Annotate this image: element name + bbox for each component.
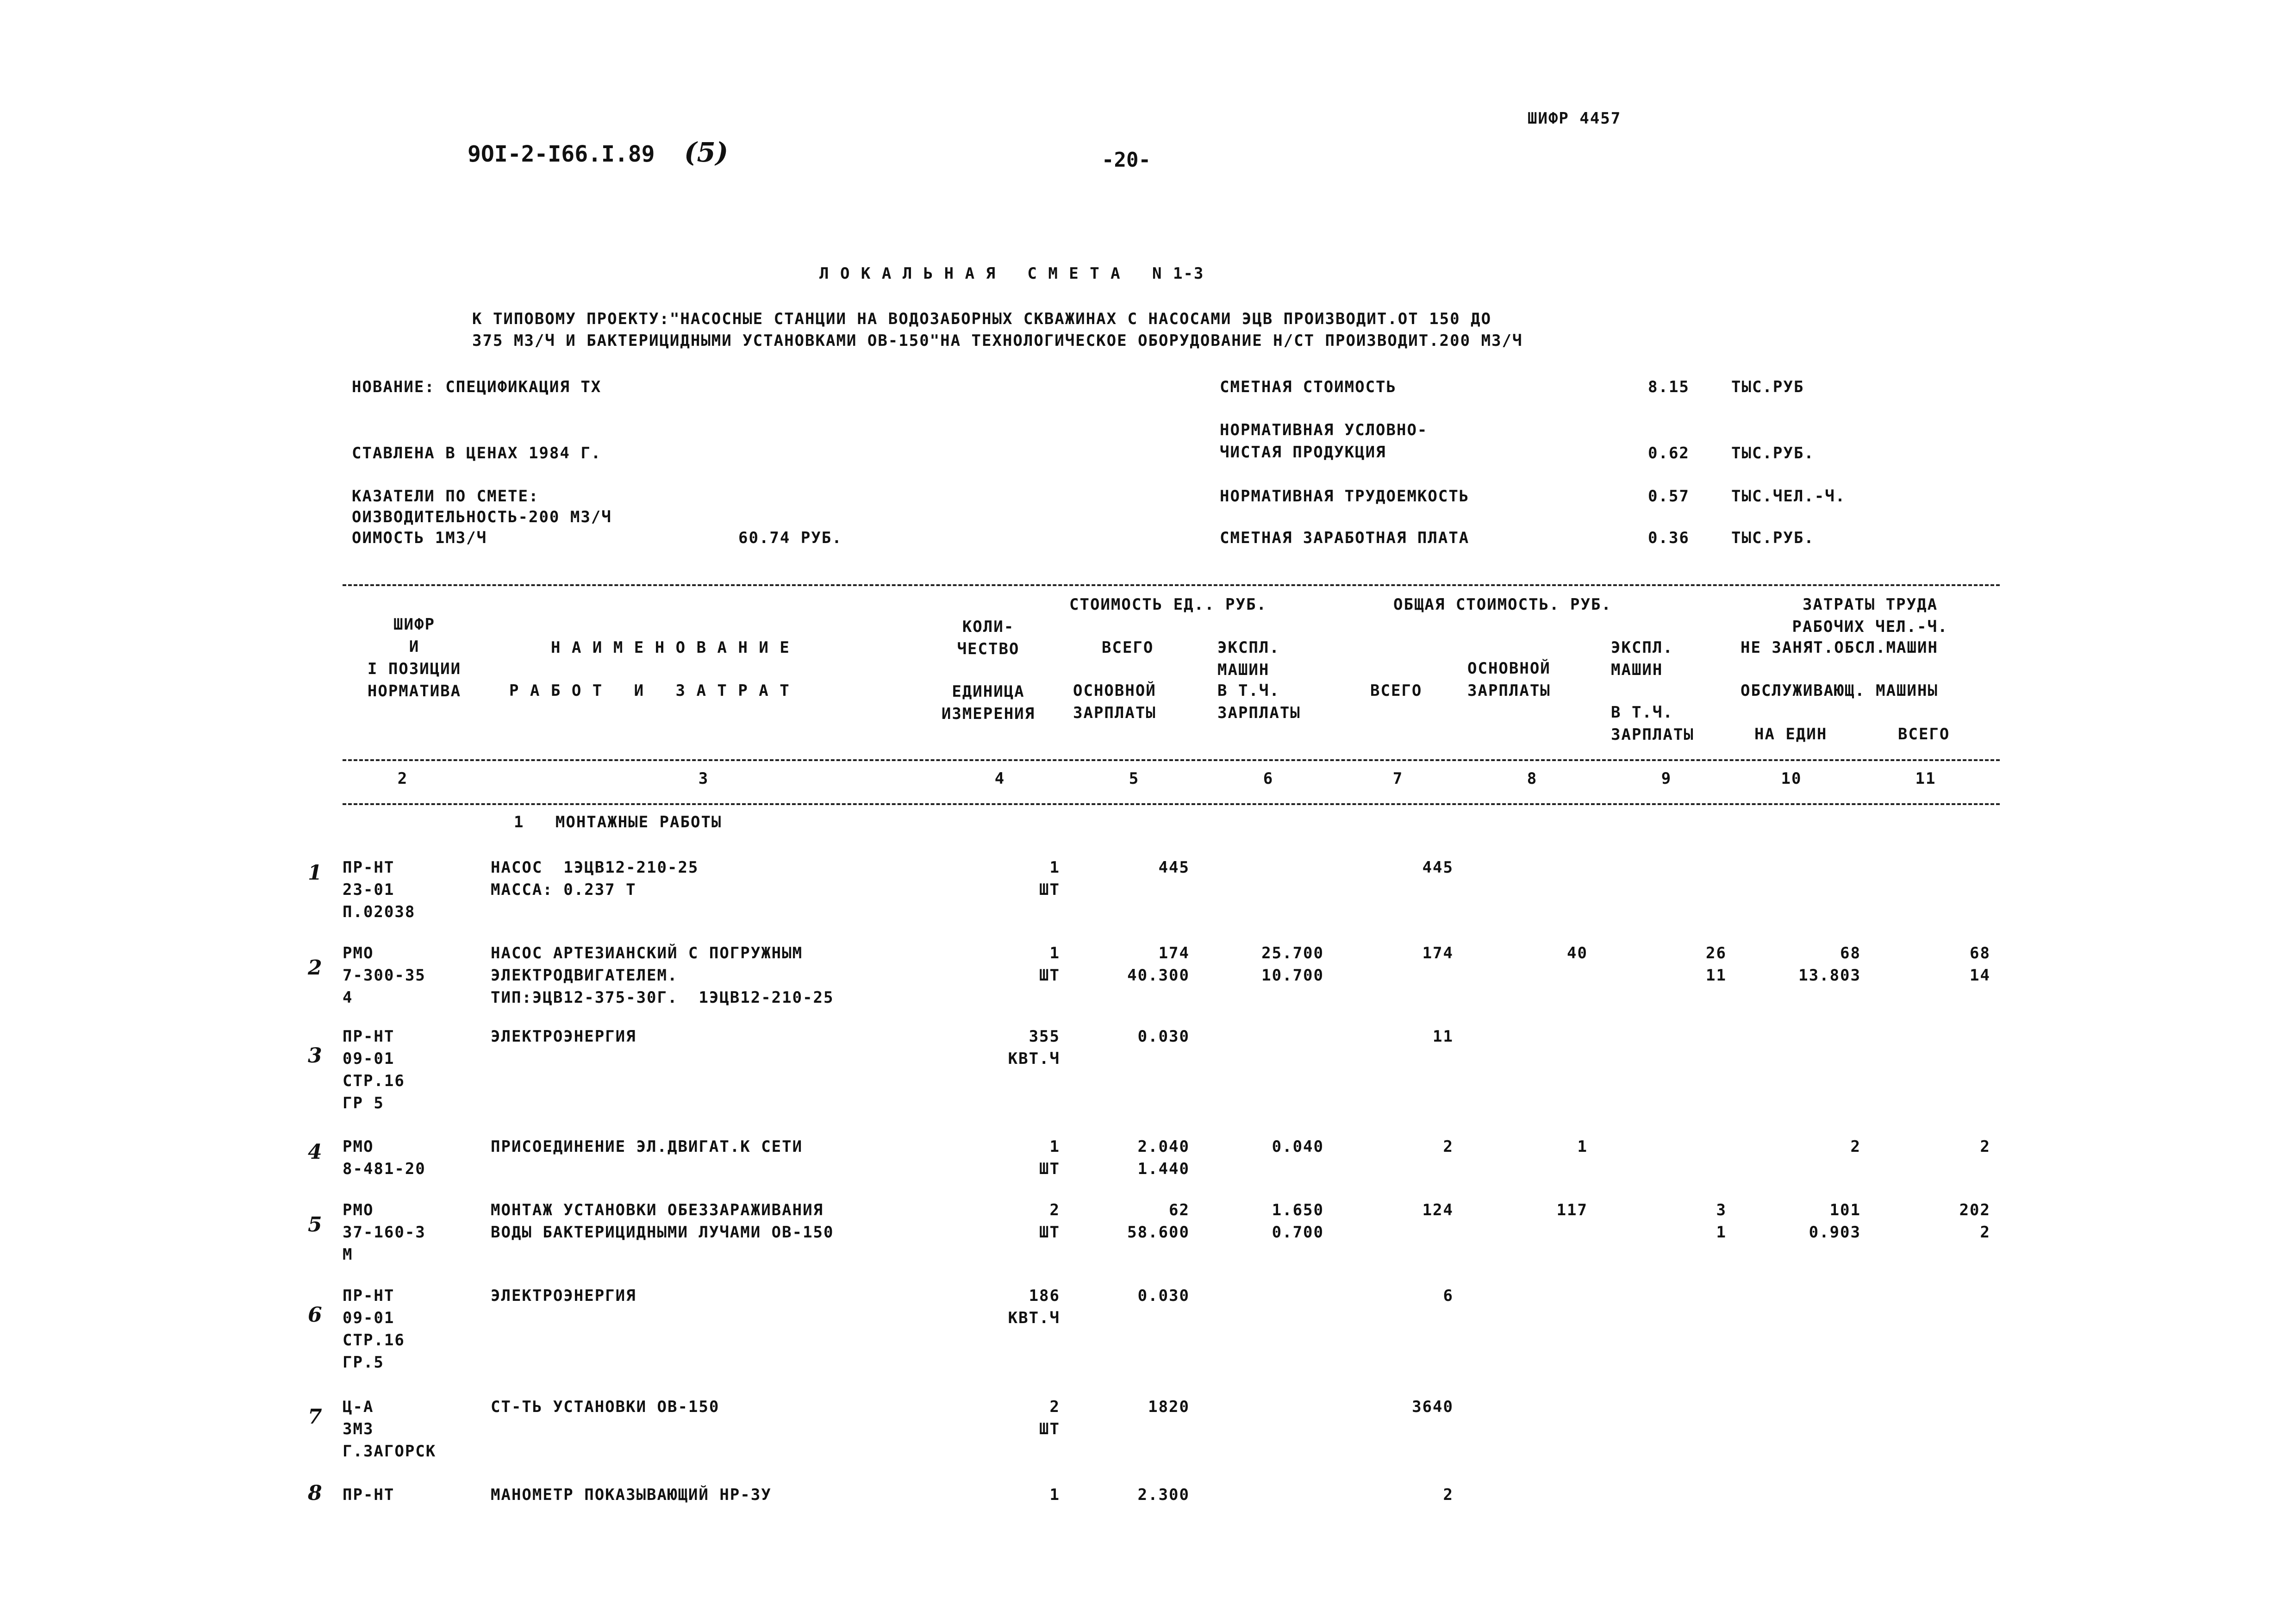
row-name: МОНТАЖ УСТАНОВКИ ОБЕЗЗАРАЖИВАНИЯ ВОДЫ БАКТЕРИЦИДНЫМИ ЛУЧАМИ ОВ-150 [491, 1201, 834, 1242]
unit-cost-value: 60.74 РУБ. [738, 529, 842, 547]
row-mark: 5 [308, 1213, 322, 1237]
table-rule-top [343, 584, 2000, 586]
colnum-4: 4 [994, 769, 1005, 788]
row-col6: 1.650 0.700 [1272, 1201, 1324, 1242]
unit-cost-label: ОИМОСТЬ 1М3/Ч [352, 529, 487, 547]
summary-label-net-product: НОРМАТИВНАЯ УСЛОВНО- ЧИСТАЯ ПРОДУКЦИЯ [1220, 421, 1428, 462]
header-code-col: ШИФР И I ПОЗИЦИИ НОРМАТИВА [367, 615, 462, 700]
document-code: 9OI-2-I66.I.89 [468, 141, 655, 167]
row-col5: 2.040 1.440 [1137, 1137, 1190, 1178]
row-col7: 11 [1433, 1027, 1454, 1046]
row-col5: 62 58.600 [1127, 1201, 1190, 1242]
summary-label-labor: НОРМАТИВНАЯ ТРУДОЕМКОСТЬ [1220, 487, 1470, 506]
project-line-2: 375 М3/Ч И БАКТЕРИЦИДНЫМИ УСТАНОВКАМИ ОВ-150"НА ТЕХНОЛОГИЧЕСКОЕ ОБОРУДОВАНИЕ Н/СТ ПРОИЗВОДИТ.200 М3/Ч [472, 331, 1523, 350]
shifr-code: ШИФР 4457 [1528, 109, 1622, 128]
header-col10-serving: ОБСЛУЖИВАЮЩ. МАШИНЫ [1741, 681, 1938, 700]
summary-value-net-product: 0.62 [1648, 444, 1690, 462]
row-name: ЭЛЕКТРОЭНЕРГИЯ [491, 1287, 636, 1305]
row-code: Ц-А 3М3 Г.ЗАГОРСК [343, 1398, 437, 1461]
row-code: ПР-НТ 23-01 П.02038 [343, 858, 416, 921]
summary-unit-cost: ТЫС.РУБ [1731, 378, 1804, 396]
summary-label-cost: СМЕТНАЯ СТОИМОСТЬ [1220, 378, 1397, 396]
row-col7: 124 [1422, 1201, 1454, 1219]
row-col7: 2 [1443, 1137, 1454, 1156]
table-rule-header-bottom [343, 759, 2000, 761]
row-mark: 4 [308, 1140, 322, 1164]
row-col7: 6 [1443, 1287, 1454, 1305]
row-name: ПРИСОЕДИНЕНИЕ ЭЛ.ДВИГАТ.К СЕТИ [491, 1137, 803, 1156]
row-col7: 445 [1422, 858, 1454, 877]
row-name: НАСОС 1ЭЦВ12-210-25 МАССА: 0.237 Т [491, 858, 699, 899]
header-col8: ОСНОВНОЙ ЗАРПЛАТЫ [1467, 659, 1551, 700]
prices-text: СТАВЛЕНА В ЦЕНАХ 1984 Г. [352, 444, 602, 462]
row-col9: 3 1 [1716, 1201, 1727, 1242]
row-name: СТ-ТЬ УСТАНОВКИ ОВ-150 [491, 1398, 720, 1416]
basis-text: НОВАНИЕ: СПЕЦИФИКАЦИЯ ТХ [352, 378, 602, 396]
row-col8: 40 [1567, 944, 1588, 962]
row-qty: 355 КВТ.Ч [1008, 1027, 1060, 1068]
handwritten-sheet-mark: (5) [684, 137, 729, 168]
row-code: ПР-НТ 09-01 СТР.16 ГР 5 [343, 1027, 405, 1112]
row-col6: 25.700 10.700 [1261, 944, 1324, 985]
row-code: РМО 7-300-35 4 [343, 944, 426, 1007]
row-col5: 2.300 [1137, 1486, 1190, 1504]
project-line-1: К ТИПОВОМУ ПРОЕКТУ:"НАСОСНЫЕ СТАНЦИИ НА ВОДОЗАБОРНЫХ СКВАЖИНАХ С НАСОСАМИ ЭЦВ ПРОИЗВОДИТ.ОТ 150 ДО [472, 310, 1492, 328]
colnum-5: 5 [1129, 769, 1140, 788]
row-qty: 2 ШТ [1039, 1398, 1060, 1438]
row-col7: 3640 [1412, 1398, 1454, 1416]
indicators-label: КАЗАТЕЛИ ПО СМЕТЕ: [352, 487, 539, 506]
header-col9-machines: ЭКСПЛ. МАШИН [1611, 638, 1673, 679]
row-code: ПР-НТ [343, 1486, 395, 1504]
row-col10: 101 0.903 [1809, 1201, 1861, 1242]
header-col5-all: ВСЕГО [1102, 638, 1154, 657]
summary-value-labor: 0.57 [1648, 487, 1690, 506]
colnum-8: 8 [1527, 769, 1538, 788]
colnum-11: 11 [1915, 769, 1936, 788]
row-col10: 68 13.803 [1798, 944, 1861, 985]
row-name: НАСОС АРТЕЗИАНСКИЙ С ПОГРУЖНЫМ ЭЛЕКТРОДВИГАТЕЛЕМ. ТИП:ЭЦВ12-375-30Г. 1ЭЦВ12-210-25 [491, 944, 834, 1007]
row-code: РМО 37-160-3 М [343, 1201, 426, 1264]
row-qty: 1 ШТ [1039, 944, 1060, 985]
summary-unit-net-product: ТЫС.РУБ. [1731, 444, 1815, 462]
summary-label-wages: СМЕТНАЯ ЗАРАБОТНАЯ ПЛАТА [1220, 529, 1470, 547]
colnum-6: 6 [1263, 769, 1274, 788]
header-col10-per-unit: НА ЕДИН [1754, 725, 1828, 743]
summary-unit-labor: ТЫС.ЧЕЛ.-Ч. [1731, 487, 1846, 506]
row-col10: 2 [1850, 1137, 1861, 1156]
header-col6-machines: ЭКСПЛ. МАШИН [1217, 638, 1280, 679]
row-col5: 0.030 [1137, 1287, 1190, 1305]
row-code: РМО 8-481-20 [343, 1137, 426, 1178]
header-col5-wages: ОСНОВНОЙ ЗАРПЛАТЫ [1073, 681, 1156, 722]
summary-unit-wages: ТЫС.РУБ. [1731, 529, 1815, 547]
header-col7: ВСЕГО [1370, 681, 1423, 700]
row-mark: 2 [308, 956, 322, 980]
header-total-cost: ОБЩАЯ СТОИМОСТЬ. РУБ. [1393, 595, 1612, 614]
header-col10-idle: НЕ ЗАНЯТ.ОБСЛ.МАШИН [1741, 638, 1938, 657]
summary-value-wages: 0.36 [1648, 529, 1690, 547]
header-col6-wages: В Т.Ч. ЗАРПЛАТЫ [1217, 681, 1301, 722]
header-col9-wages: В Т.Ч. ЗАРПЛАТЫ [1611, 703, 1694, 744]
row-col11: 202 2 [1959, 1201, 1990, 1242]
colnum-3: 3 [698, 769, 709, 788]
row-mark: 1 [308, 861, 322, 885]
row-col5: 1820 [1148, 1398, 1190, 1416]
colnum-2: 2 [397, 769, 408, 788]
capacity-text: ОИЗВОДИТЕЛЬНОСТЬ-200 М3/Ч [352, 508, 612, 526]
row-col5: 174 40.300 [1127, 944, 1190, 985]
row-qty: 2 ШТ [1039, 1201, 1060, 1242]
row-mark: 3 [308, 1044, 322, 1068]
row-name: ЭЛЕКТРОЭНЕРГИЯ [491, 1027, 636, 1046]
header-labor: ЗАТРАТЫ ТРУДА РАБОЧИХ ЧЕЛ.-Ч. [1792, 595, 1948, 636]
table-rule-colnum-bottom [343, 803, 2000, 805]
row-col5: 445 [1158, 858, 1190, 877]
header-qty: КОЛИ- ЧЕСТВО [957, 618, 1020, 658]
row-col7: 174 [1422, 944, 1454, 962]
header-col11-all: ВСЕГО [1898, 725, 1950, 743]
colnum-7: 7 [1392, 769, 1404, 788]
colnum-9: 9 [1661, 769, 1672, 788]
row-mark: 6 [308, 1303, 322, 1327]
row-col5: 0.030 [1137, 1027, 1190, 1046]
header-unit: ЕДИНИЦА ИЗМЕРЕНИЯ [941, 682, 1036, 723]
header-name-line1: Н А И М Е Н О В А Н И Е [551, 638, 790, 657]
row-mark: 8 [308, 1481, 322, 1505]
row-col7: 2 [1443, 1486, 1454, 1504]
row-name: МАНОМЕТР ПОКАЗЫВАЮЩИЙ НР-3У [491, 1486, 772, 1504]
row-qty: 1 ШТ [1039, 858, 1060, 899]
row-mark: 7 [308, 1405, 322, 1429]
estimate-title: Л О К А Л Ь Н А Я С М Е Т А N 1-3 [819, 264, 1204, 283]
colnum-10: 10 [1781, 769, 1802, 788]
header-name-line2: Р А Б О Т И З А Т Р А Т [509, 681, 790, 700]
row-col11: 68 14 [1970, 944, 1990, 985]
header-unit-cost: СТОИМОСТЬ ЕД.. РУБ. [1069, 595, 1267, 614]
row-col6: 0.040 [1272, 1137, 1324, 1156]
row-code: ПР-НТ 09-01 СТР.16 ГР.5 [343, 1287, 405, 1372]
page-number: -20- [1102, 148, 1151, 172]
row-col11: 2 [1980, 1137, 1990, 1156]
row-col8: 117 [1556, 1201, 1588, 1219]
row-col9: 26 11 [1706, 944, 1727, 985]
row-qty: 186 КВТ.Ч [1008, 1287, 1060, 1327]
row-qty: 1 ШТ [1039, 1137, 1060, 1178]
summary-value-cost: 8.15 [1648, 378, 1690, 396]
row-qty: 1 [1049, 1486, 1060, 1504]
row-col8: 1 [1577, 1137, 1588, 1156]
section-title: 1 МОНТАЖНЫЕ РАБОТЫ [514, 813, 722, 831]
